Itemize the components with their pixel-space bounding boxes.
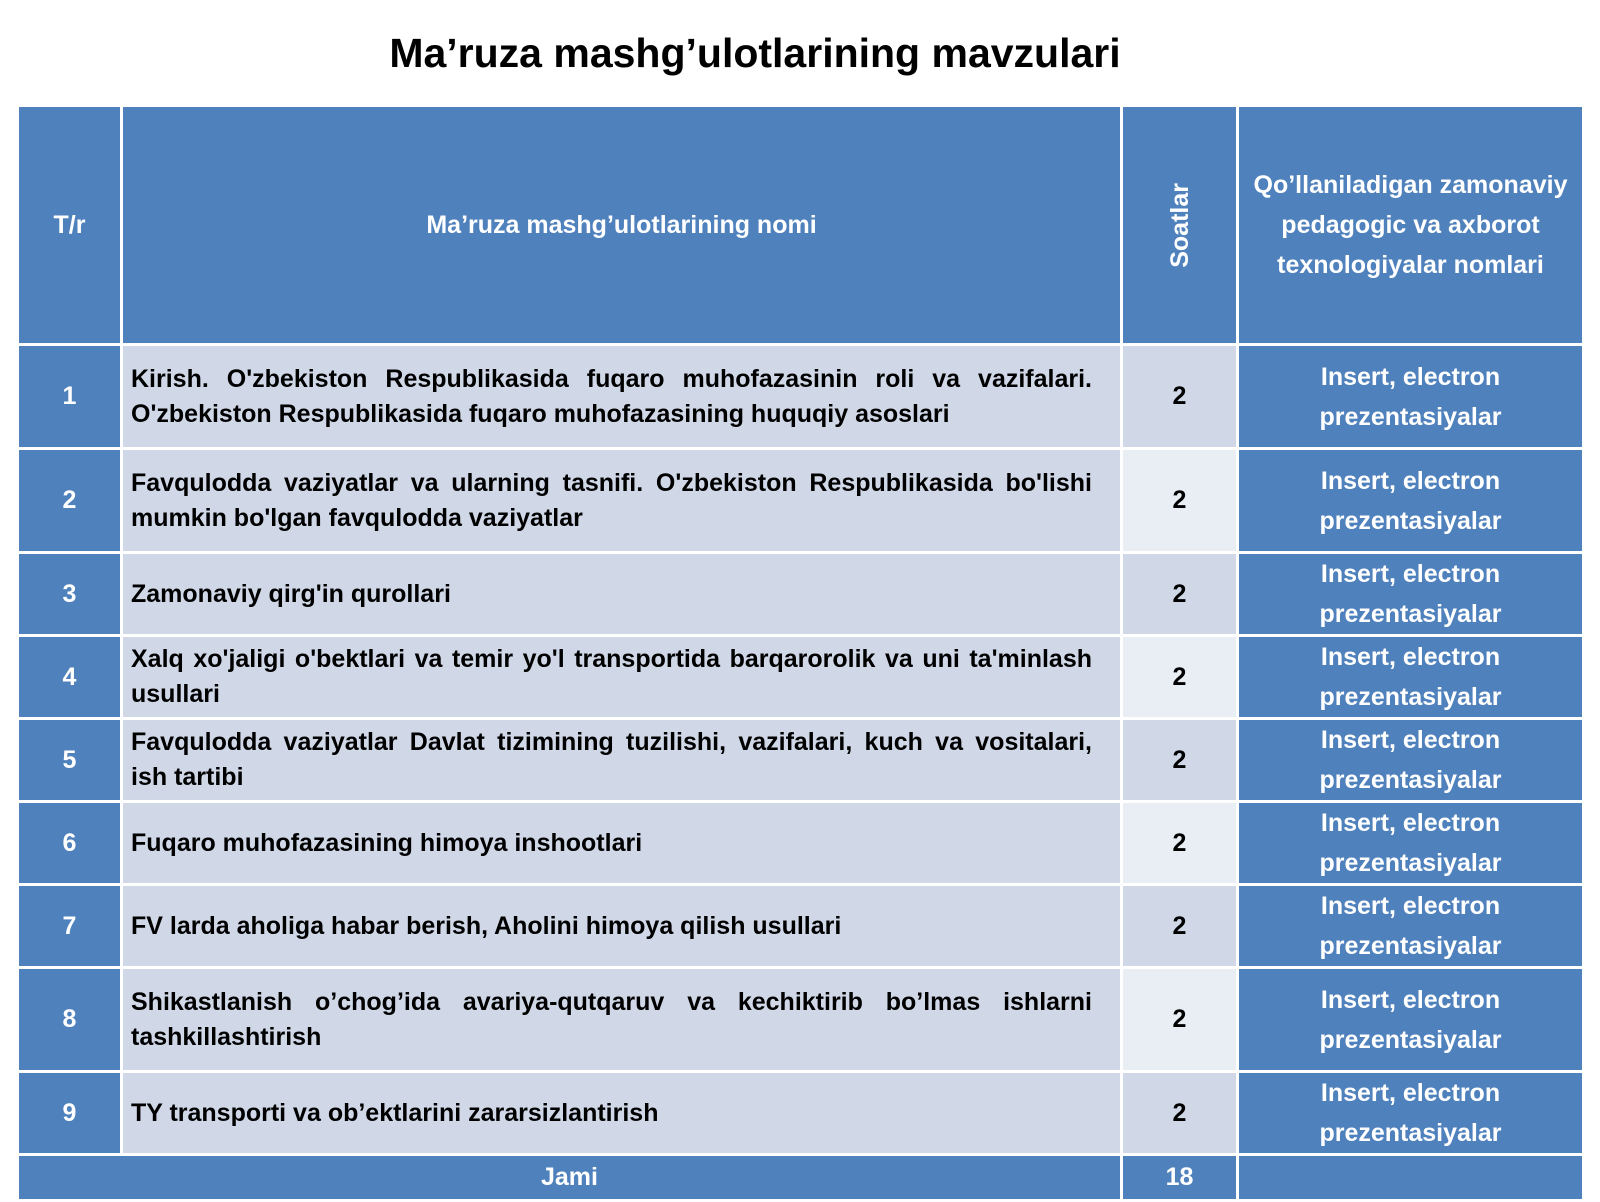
header-technologies: Qo’llaniladigan zamonaviy pedagogic va axborot texnologiyalar nomlari	[1238, 106, 1584, 345]
table-header-row	[18, 106, 1584, 345]
row-hours: 2	[1122, 449, 1238, 553]
header-hours-cell	[1122, 106, 1238, 345]
table-row	[18, 719, 1584, 802]
row-technologies: Insert, electron prezentasiyalar	[1238, 345, 1584, 449]
table-row	[18, 636, 1584, 719]
row-hours: 2	[1122, 553, 1238, 636]
row-topic-name: FV larda aholiga habar berish, Aholini himoya qilish usullari	[122, 885, 1122, 968]
lecture-topics-table	[16, 104, 1585, 1202]
header-number: T/r	[18, 106, 122, 345]
row-number: 9	[18, 1072, 122, 1155]
row-topic-name: Kirish. O'zbekiston Respublikasida fuqaro muhofazasinin roli va vazifalari. O'zbekiston Respublikasida fuqaro muhofazasining huquqiy asoslari	[122, 345, 1122, 449]
row-hours: 2	[1122, 719, 1238, 802]
row-number: 1	[18, 345, 122, 449]
page-title: Ma’ruza mashg’ulotlarining mavzulari	[389, 30, 1121, 76]
row-topic-name: Zamonaviy qirg'in qurollari	[122, 553, 1122, 636]
row-technologies: Insert, electron prezentasiyalar	[1238, 885, 1584, 968]
row-topic-name: Xalq xo'jaligi o'bektlari va temir yo'l transportida barqarorolik va uni ta'minlash usullari	[122, 636, 1122, 719]
row-topic-name: TY transporti va ob’ektlarini zararsizlantirish	[122, 1072, 1122, 1155]
row-technologies: Insert, electron prezentasiyalar	[1238, 968, 1584, 1072]
total-empty-cell	[1238, 1155, 1584, 1201]
row-hours: 2	[1122, 968, 1238, 1072]
row-number: 2	[18, 449, 122, 553]
row-number: 8	[18, 968, 122, 1072]
row-hours: 2	[1122, 1072, 1238, 1155]
row-number: 3	[18, 553, 122, 636]
row-topic-name: Fuqaro muhofazasining himoya inshootlari	[122, 802, 1122, 885]
row-hours: 2	[1122, 345, 1238, 449]
row-technologies: Insert, electron prezentasiyalar	[1238, 1072, 1584, 1155]
row-technologies: Insert, electron prezentasiyalar	[1238, 802, 1584, 885]
table-row	[18, 885, 1584, 968]
header-hours: Soatlar	[1165, 182, 1194, 268]
row-number: 6	[18, 802, 122, 885]
total-label: Jami	[18, 1155, 1122, 1201]
row-hours: 2	[1122, 885, 1238, 968]
total-row	[18, 1155, 1584, 1201]
table-row	[18, 802, 1584, 885]
row-technologies: Insert, electron prezentasiyalar	[1238, 553, 1584, 636]
row-technologies: Insert, electron prezentasiyalar	[1238, 636, 1584, 719]
row-topic-name: Favqulodda vaziyatlar Davlat tizimining tuzilishi, vazifalari, kuch va vositalari, ish tartibi	[122, 719, 1122, 802]
total-hours: 18	[1122, 1155, 1238, 1201]
table-row	[18, 1072, 1584, 1155]
row-number: 5	[18, 719, 122, 802]
table-row	[18, 449, 1584, 553]
row-hours: 2	[1122, 802, 1238, 885]
row-technologies: Insert, electron prezentasiyalar	[1238, 449, 1584, 553]
table-row	[18, 345, 1584, 449]
row-number: 4	[18, 636, 122, 719]
table-row	[18, 553, 1584, 636]
row-hours: 2	[1122, 636, 1238, 719]
row-topic-name: Favqulodda vaziyatlar va ularning tasnifi. O'zbekiston Respublikasida bo'lishi mumkin bo'lgan favqulodda vaziyatlar	[122, 449, 1122, 553]
row-topic-name: Shikastlanish o’chog’ida avariya-qutqaruv va kechiktirib bo’lmas ishlarni tashkillashtirish	[122, 968, 1122, 1072]
header-topic-name: Ma’ruza mashg’ulotlarining nomi	[122, 106, 1122, 345]
row-number: 7	[18, 885, 122, 968]
table-row	[18, 968, 1584, 1072]
row-technologies: Insert, electron prezentasiyalar	[1238, 719, 1584, 802]
